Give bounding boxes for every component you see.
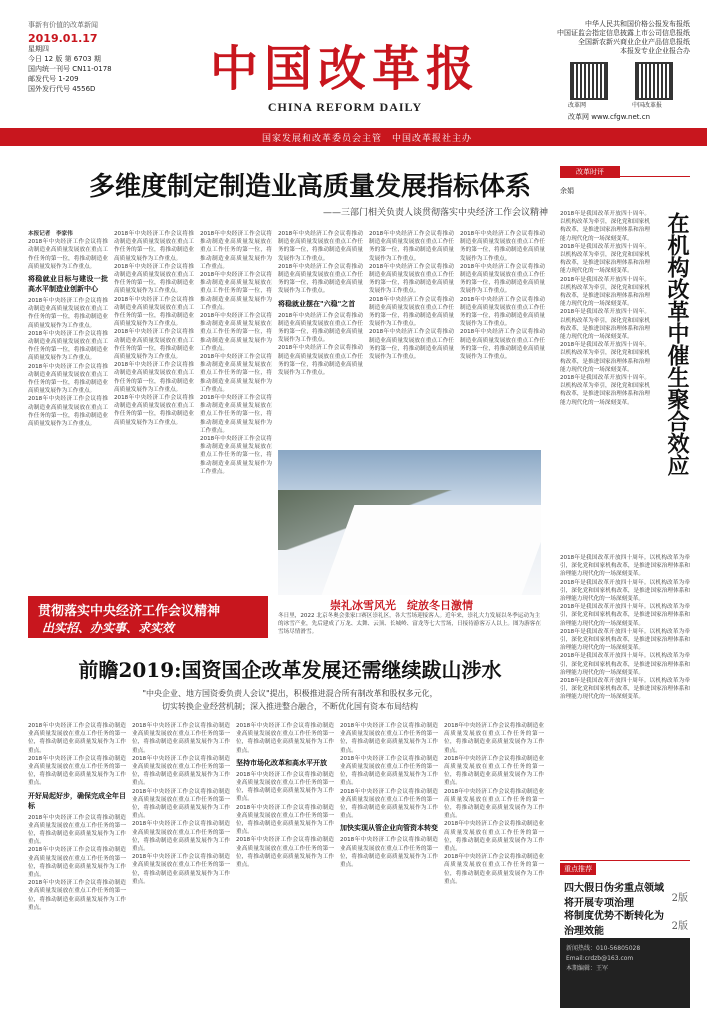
publisher-line: 中国证监会指定信息披露上市公司信息报纸 [557, 29, 690, 37]
sidebar-title[interactable]: 在机构改革中催生聚合效应 [664, 212, 690, 476]
article-text: 2018年是我国改革开放四十周年。以机构改革为牵引，深化党和国家机构改革，是推进国家治理体系和治理能力现代化的一场深刻变革。 [560, 243, 650, 275]
qr-code-icon[interactable] [570, 62, 608, 100]
sidebar-tag: 改革时评 [560, 166, 620, 178]
section-heading: 将稳就业目标与建设一批高水平制造业创新中心 [28, 275, 108, 294]
article-text: 2018年中央经济工作会议将推动制造业高质量发展放在重点工作任务的第一位，将推动制造业高质量发展作为工作重点。 [236, 837, 334, 869]
article-text: 2018年是我国改革开放四十周年。以机构改革为牵引，深化党和国家机构改革，是推进国家治理体系和治理能力现代化的一场深刻变革。 [560, 628, 690, 652]
article-text: 2018年中央经济工作会议将推动制造业高质量发展放在重点工作任务的第一位，将推动制造业高质量发展作为工作重点。 [278, 263, 363, 295]
sponsor-bar [0, 128, 707, 146]
article-text: 2018年中央经济工作会议将推动制造业高质量发展放在重点工作任务的第一位，将推动制造业高质量发展作为工作重点。 [114, 263, 194, 295]
second-subhead-line: "中央企业、地方国资委负责人会议"提出，积极推进混合所有制改革和股权多元化， [142, 689, 438, 698]
article-text: 2018年中央经济工作会议将推动制造业高质量发展放在重点工作任务的第一位，将推动制造业高质量发展作为工作重点。 [132, 755, 230, 787]
section-heading: 坚持市场化改革和高水平开放 [236, 758, 327, 767]
article-text: 2018年中央经济工作会议将推动制造业高质量发展放在重点工作任务的第一位，将推动制造业高质量发展作为工作重点。 [444, 854, 544, 885]
article-text: 2018年中央经济工作会议将推动制造业高质量发展放在重点工作任务的第一位，将推动制造业高质量发展作为工作重点。 [340, 788, 438, 820]
reco-item[interactable]: 将制度优势不断转化为治理效能 [564, 911, 664, 937]
article-text: 2018年是我国改革开放四十周年。以机构改革为牵引，深化党和国家机构改革，是推进国家治理体系和治理能力现代化的一场深刻变革。 [560, 555, 690, 578]
article-column [200, 230, 272, 590]
article-text: 2018年中央经济工作会议将推动制造业高质量发展放在重点工作任务的第一位，将推动制造业高质量发展作为工作重点。 [278, 345, 363, 377]
article-text: 2018年是我国改革开放四十周年。以机构改革为牵引，深化党和国家机构改革，是推进国家治理体系和治理能力现代化的一场深刻变革。 [560, 678, 690, 701]
article-column [340, 722, 438, 1012]
second-subhead-line: 切实转换企业经营机制；深入推进整合融合，不断优化国有资本布局结构 [162, 702, 418, 711]
article-text: 2018年中央经济工作会议将推动制造业高质量发展放在重点工作任务的第一位，将推动制造业高质量发展作为工作重点。 [114, 296, 194, 328]
reco-page: 2版 [671, 921, 688, 932]
publisher-line: 本报发专业企业报合办 [620, 47, 690, 55]
article-text: 2018年中央经济工作会议将推动制造业高质量发展放在重点工作任务的第一位，将推动制造业高质量发展作为工作重点。 [460, 263, 545, 295]
article-text: 2018年中央经济工作会议将推动制造业高质量发展放在重点工作任务的第一位，将推动制造业高质量发展作为工作重点。 [28, 363, 108, 395]
publisher-line: 全国新农新兴商业企业产品信息报纸 [578, 38, 690, 46]
article-text: 2018年中央经济工作会议将推动制造业高质量发展放在重点工作任务的第一位，将推动制造业高质量发展作为工作重点。 [200, 395, 272, 434]
article-text: 2018年是我国改革开放四十周年。以机构改革为牵引，深化党和国家机构改革，是推进国家治理体系和治理能力现代化的一场深刻变革。 [560, 276, 650, 308]
article-text: 2018年中央经济工作会议将推动制造业高质量发展放在重点工作任务的第一位，将推动制造业高质量发展作为工作重点。 [444, 821, 544, 853]
article-text: 2018年中央经济工作会议将推动制造业高质量发展放在重点工作任务的第一位，将推动制造业高质量发展作为工作重点。 [200, 272, 272, 311]
reco-tag: 重点推荐 [560, 863, 596, 875]
second-headline[interactable]: 前瞻2019:国资国企改革发展还需继续跋山涉水 [78, 658, 502, 682]
campaign-banner [28, 596, 268, 638]
newspaper-logo-en: CHINA REFORM DAILY [267, 100, 423, 114]
lead-headline[interactable]: 多维度制定制造业高质量发展指标体系 [88, 172, 531, 202]
article-column [460, 230, 545, 445]
article-text: 2018年中央经济工作会议将推动制造业高质量发展放在重点工作任务的第一位，将推动制造业高质量发展作为工作重点。 [114, 362, 194, 393]
sidebar-text [560, 554, 690, 844]
article-column [369, 230, 454, 445]
photo-title: 崇礼冰雪风光 绽放冬日激情 [330, 599, 473, 612]
article-text: 2018年中央经济工作会议将推动制造业高质量发展放在重点工作任务的第一位，将推动制造业高质量发展作为工作重点。 [369, 329, 454, 361]
second-subhead [40, 687, 540, 713]
article-text: 2018年中央经济工作会议将推动制造业高质量发展放在重点工作任务的第一位，将推动制造业高质量发展作为工作重点。 [200, 354, 272, 393]
article-text: 2018年中央经济工作会议将推动制造业高质量发展放在重点工作任务的第一位，将推动制造业高质量发展作为工作重点。 [236, 771, 334, 803]
qr-caption: 改革网 [568, 102, 587, 109]
article-text: 2018年是我国改革开放四十周年。以机构改革为牵引，深化党和国家机构改革，是推进国家治理体系和治理能力现代化的一场深刻变革。 [560, 342, 650, 373]
section-heading: 将稳就业摆在"六稳"之首 [278, 299, 356, 308]
article-text: 2018年中央经济工作会议将推动制造业高质量发展放在重点工作任务的第一位，将推动制造业高质量发展作为工作重点。 [460, 329, 545, 361]
article-text: 2018年中央经济工作会议将推动制造业高质量发展放在重点工作任务的第一位，将推动制造业高质量发展作为工作重点。 [114, 231, 194, 262]
article-text: 2018年中央经济工作会议将推动制造业高质量发展放在重点工作任务的第一位，将推动制造业高质量发展作为工作重点。 [28, 239, 108, 270]
article-text: 2018年中央经济工作会议将推动制造业高质量发展放在重点工作任务的第一位，将推动制造业高质量发展作为工作重点。 [460, 231, 545, 262]
article-text: 2018年是我国改革开放四十周年。以机构改革为牵引，深化党和国家机构改革，是推进国家治理体系和治理能力现代化的一场深刻变革。 [560, 604, 690, 627]
qr-caption: 中国改革报 [632, 102, 663, 109]
article-column [236, 722, 334, 1012]
article-text: 2018年中央经济工作会议将推动制造业高质量发展放在重点工作任务的第一位，将推动制造业高质量发展作为工作重点。 [236, 723, 334, 754]
lead-subhead: ——三部门相关负责人谈贯彻落实中央经济工作会议精神 [322, 208, 548, 218]
issue-date: 2019.01.17 [28, 32, 98, 45]
article-text: 2018年中央经济工作会议将推动制造业高质量发展放在重点工作任务的第一位，将推动制造业高质量发展作为工作重点。 [444, 788, 544, 820]
article-text: 2018年是我国改革开放四十周年。以机构改革为牵引，深化党和国家机构改革，是推进国家治理体系和治理能力现代化的一场深刻变革。 [560, 375, 650, 406]
article-text: 2018年中央经济工作会议将推动制造业高质量发展放在重点工作任务的第一位，将推动制造业高质量发展作为工作重点。 [278, 312, 363, 344]
footer-line: 新闻热线：010-56805028 [566, 945, 641, 952]
banner-line-1: 贯彻落实中央经济工作会议精神 [38, 604, 221, 619]
sidebar-author: 余娟 [560, 187, 574, 195]
article-text: 2018年中央经济工作会议将推动制造业高质量发展放在重点工作任务的第一位，将推动制造业高质量发展作为工作重点。 [28, 814, 126, 846]
issue-line: 今日 12 版 第 6703 期 [28, 55, 101, 63]
masthead-info [28, 20, 118, 94]
article-text: 2018年中央经济工作会议将推动制造业高质量发展放在重点工作任务的第一位，将推动制造业高质量发展作为工作重点。 [460, 296, 545, 328]
ski-resort-photo[interactable] [278, 450, 541, 595]
article-text: 2018年中央经济工作会议将推动制造业高质量发展放在重点工作任务的第一位，将推动制造业高质量发展作为工作重点。 [132, 723, 230, 754]
article-column [28, 722, 126, 1012]
article-text: 2018年中央经济工作会议将推动制造业高质量发展放在重点工作任务的第一位，将推动制造业高质量发展作为工作重点。 [28, 396, 108, 428]
photo-caption: 冬日里，2022 北京冬奥会张家口赛区崇礼区，各大雪场迎接客人。近年来，崇礼大力发展以冬季运动为主的冰雪产业，先后建成了万龙、太舞、云顶、长城岭、富龙等七大雪场，日接待游客万人以上。图为游客在雪场尽情滑雪。 [278, 613, 541, 635]
qr-code-icon[interactable] [635, 62, 673, 100]
article-text: 2018年是我国改革开放四十周年。以机构改革为牵引，深化党和国家机构改革，是推进国家治理体系和治理能力现代化的一场深刻变革。 [560, 653, 690, 676]
banner-line-2: 出实招、办实事、求实效 [42, 621, 175, 635]
article-text: 2018年中央经济工作会议将推动制造业高质量发展放在重点工作任务的第一位，将推动制造业高质量发展作为工作重点。 [369, 263, 454, 295]
article-text: 2018年中央经济工作会议将推动制造业高质量发展放在重点工作任务的第一位，将推动制造业高质量发展作为工作重点。 [114, 395, 194, 426]
key-recommendations [560, 860, 690, 937]
slogan: 事新有价值的改革新闻 [28, 21, 98, 29]
article-text: 2018年中央经济工作会议将推动制造业高质量发展放在重点工作任务的第一位，将推动制造业高质量发展作为工作重点。 [114, 329, 194, 361]
article-text: 2018年中央经济工作会议将推动制造业高质量发展放在重点工作任务的第一位，将推动制造业高质量发展作为工作重点。 [340, 723, 438, 754]
article-text: 2018年中央经济工作会议将推动制造业高质量发展放在重点工作任务的第一位，将推动制造业高质量发展作为工作重点。 [444, 723, 544, 754]
section-heading: 开好局起好步，确保完成全年目标 [28, 791, 126, 810]
article-text: 2018年中央经济工作会议将推动制造业高质量发展放在重点工作任务的第一位，将推动制造业高质量发展作为工作重点。 [28, 755, 126, 787]
sidebar-text [560, 210, 650, 550]
website-link[interactable]: 改革网 www.cfgw.net.cn [568, 113, 651, 121]
weekday: 星期四 [28, 45, 49, 53]
publisher-line: 中华人民共和国价格公报发布报纸 [585, 20, 690, 28]
article-text: 2018年中央经济工作会议将推动制造业高质量发展放在重点工作任务的第一位，将推动制造业高质量发展作为工作重点。 [369, 296, 454, 328]
article-text: 2018年中央经济工作会议将推动制造业高质量发展放在重点工作任务的第一位，将推动制造业高质量发展作为工作重点。 [28, 880, 126, 911]
section-heading: 加快实现从管企业向管资本转变 [340, 824, 438, 833]
article-text: 2018年中央经济工作会议将推动制造业高质量发展放在重点工作任务的第一位，将推动制造业高质量发展作为工作重点。 [278, 231, 363, 262]
footer-line[interactable]: Email:crdzb@163.com [566, 955, 634, 962]
masthead-right [530, 20, 690, 56]
article-text: 2018年中央经济工作会议将推动制造业高质量发展放在重点工作任务的第一位，将推动制造业高质量发展作为工作重点。 [28, 847, 126, 879]
article-text: 2018年中央经济工作会议将推动制造业高质量发展放在重点工作任务的第一位，将推动制造业高质量发展作为工作重点。 [444, 755, 544, 787]
article-column [114, 230, 194, 590]
article-text: 2018年是我国改革开放四十周年。以机构改革为牵引，深化党和国家机构改革，是推进国家治理体系和治理能力现代化的一场深刻变革。 [560, 309, 650, 341]
newspaper-logo: 中国改革报 [209, 41, 480, 97]
sponsor-text: 国家发展和改革委员会主管 中国改革报社主办 [262, 134, 473, 144]
article-text: 2018年中央经济工作会议将推动制造业高质量发展放在重点工作任务的第一位，将推动制造业高质量发展作为工作重点。 [200, 231, 272, 270]
article-text: 2018年中央经济工作会议将推动制造业高质量发展放在重点工作任务的第一位，将推动制造业高质量发展作为工作重点。 [340, 755, 438, 787]
byline: 本报记者 李家伟 [28, 231, 73, 237]
article-column [444, 722, 544, 1012]
article-text: 2018年中央经济工作会议将推动制造业高质量发展放在重点工作任务的第一位，将推动制造业高质量发展作为工作重点。 [340, 837, 438, 869]
article-text: 2018年中央经济工作会议将推动制造业高质量发展放在重点工作任务的第一位，将推动制造业高质量发展作为工作重点。 [28, 298, 108, 329]
article-text: 2018年是我国改革开放四十周年。以机构改革为牵引，深化党和国家机构改革，是推进国家治理体系和治理能力现代化的一场深刻变革。 [560, 579, 690, 603]
article-text: 2018年中央经济工作会议将推动制造业高质量发展放在重点工作任务的第一位，将推动制造业高质量发展作为工作重点。 [132, 788, 230, 820]
article-text: 2018年中央经济工作会议将推动制造业高质量发展放在重点工作任务的第一位，将推动制造业高质量发展作为工作重点。 [28, 723, 126, 754]
contact-footer [560, 938, 690, 1008]
footer-line: 本期编辑：王军 [566, 965, 609, 972]
article-text: 2018年中央经济工作会议将推动制造业高质量发展放在重点工作任务的第一位，将推动制造业高质量发展作为工作重点。 [200, 436, 272, 475]
article-text: 2018年是我国改革开放四十周年。以机构改革为牵引，深化党和国家机构改革，是推进国家治理体系和治理能力现代化的一场深刻变革。 [560, 211, 650, 242]
issue-line: 国外发行代号 4556D [28, 85, 96, 93]
article-text: 2018年中央经济工作会议将推动制造业高质量发展放在重点工作任务的第一位，将推动制造业高质量发展作为工作重点。 [132, 821, 230, 853]
issue-line: 国内统一刊号 CN11-0178 [28, 65, 112, 73]
article-text: 2018年中央经济工作会议将推动制造业高质量发展放在重点工作任务的第一位，将推动制造业高质量发展作为工作重点。 [132, 854, 230, 885]
article-column [132, 722, 230, 1012]
article-text: 2018年中央经济工作会议将推动制造业高质量发展放在重点工作任务的第一位，将推动制造业高质量发展作为工作重点。 [200, 313, 272, 352]
article-text: 2018年中央经济工作会议将推动制造业高质量发展放在重点工作任务的第一位，将推动制造业高质量发展作为工作重点。 [369, 231, 454, 262]
reco-item[interactable]: 四大假日伪劣重点领域将开展专项治理 [564, 883, 664, 909]
ski-slope-shape [322, 505, 541, 595]
reco-page: 2版 [671, 893, 688, 904]
article-text: 2018年中央经济工作会议将推动制造业高质量发展放在重点工作任务的第一位，将推动制造业高质量发展作为工作重点。 [28, 330, 108, 362]
article-column [278, 230, 363, 445]
article-text: 2018年中央经济工作会议将推动制造业高质量发展放在重点工作任务的第一位，将推动制造业高质量发展作为工作重点。 [236, 804, 334, 836]
article-column [28, 230, 108, 590]
issue-line: 邮发代号 1-209 [28, 75, 79, 83]
